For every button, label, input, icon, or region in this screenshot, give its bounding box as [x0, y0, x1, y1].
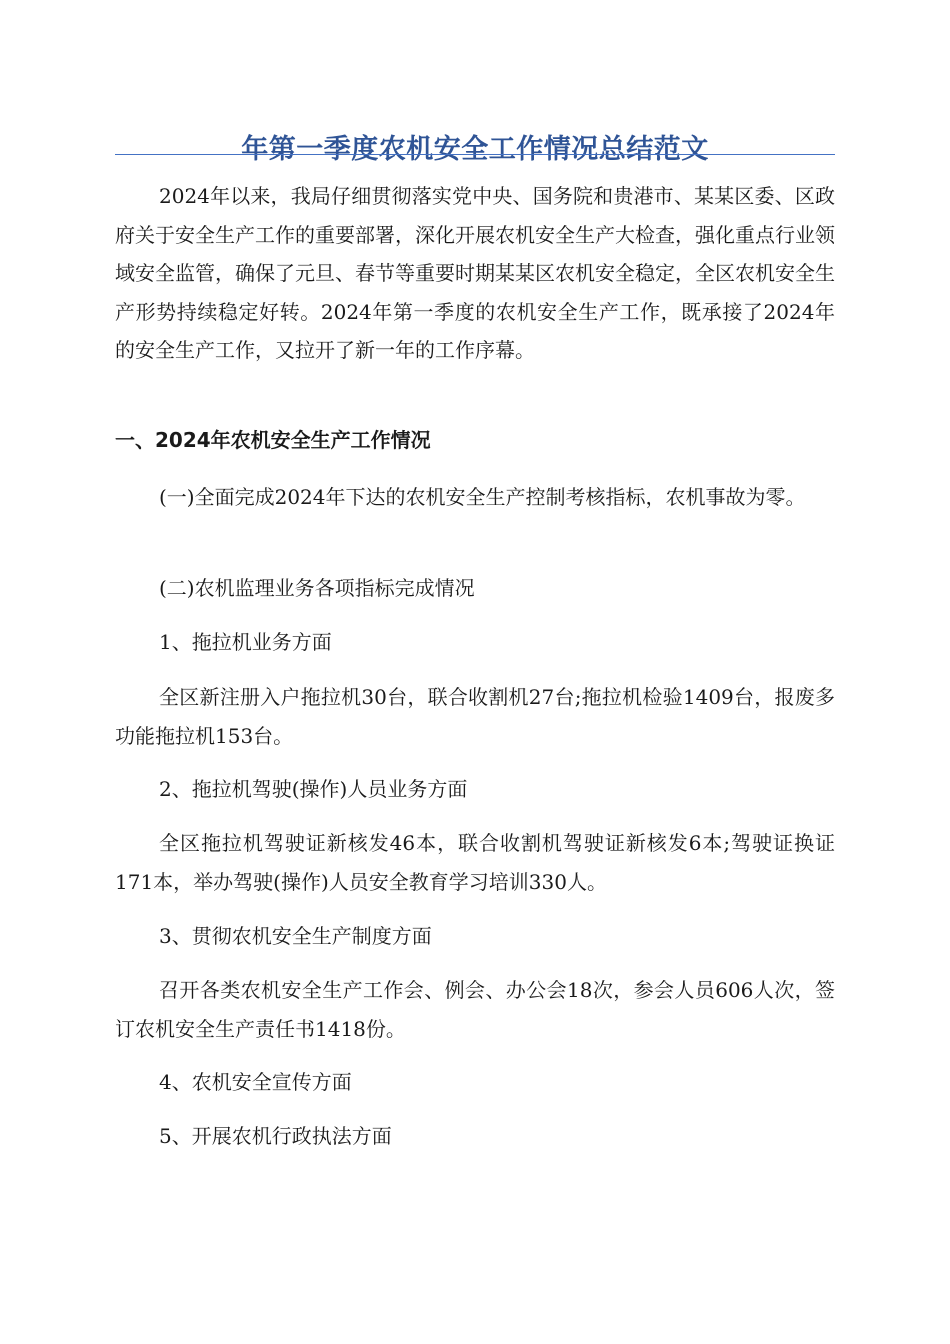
- document-title: 年第一季度农机安全工作情况总结范文: [241, 134, 709, 166]
- subsection-1-heading: 1、拖拉机业务方面: [159, 630, 332, 654]
- subsection-4-heading: 4、农机安全宣传方面: [159, 1070, 352, 1094]
- subsection-1-body: 全区新注册入户拖拉机30台，联合收割机27台;拖拉机检验1409台，报废多功能拖拉机153台。: [115, 685, 835, 748]
- item-1-paragraph: (一)全面完成2024年下达的农机安全生产控制考核指标，农机事故为零。: [159, 485, 806, 509]
- subsection-2-heading: 2、拖拉机驾驶(操作)人员业务方面: [159, 777, 468, 801]
- intro-paragraph: 2024年以来，我局仔细贯彻落实党中央、国务院和贵港市、某某区委、区政府关于安全生产工作的重要部署，深化开展农机安全生产大检查，强化重点行业领域安全监管，确保了元旦、春节等重要时期某某区农机安全稳定，全区农机安全生产形势持续稳定好转。2024年第一季度的农机安全生产工作，既承接了2024年的安全生产工作，又拉开了新一年的工作序幕。: [115, 184, 835, 362]
- section-heading-1: 一、2024年农机安全生产工作情况: [115, 428, 431, 452]
- subsection-2-body: 全区拖拉机驾驶证新核发46本，联合收割机驾驶证新核发6本;驾驶证换证171本，举办驾驶(操作)人员安全教育学习培训330人。: [115, 831, 835, 894]
- subsection-3-body: 召开各类农机安全生产工作会、例会、办公会18次，参会人员606人次，签订农机安全生产责任书1418份。: [115, 978, 835, 1041]
- subsection-5-heading: 5、开展农机行政执法方面: [159, 1124, 392, 1148]
- subsection-3-heading: 3、贯彻农机安全生产制度方面: [159, 924, 432, 948]
- item-2-paragraph: (二)农机监理业务各项指标完成情况: [159, 576, 475, 600]
- title-underline: [115, 154, 835, 155]
